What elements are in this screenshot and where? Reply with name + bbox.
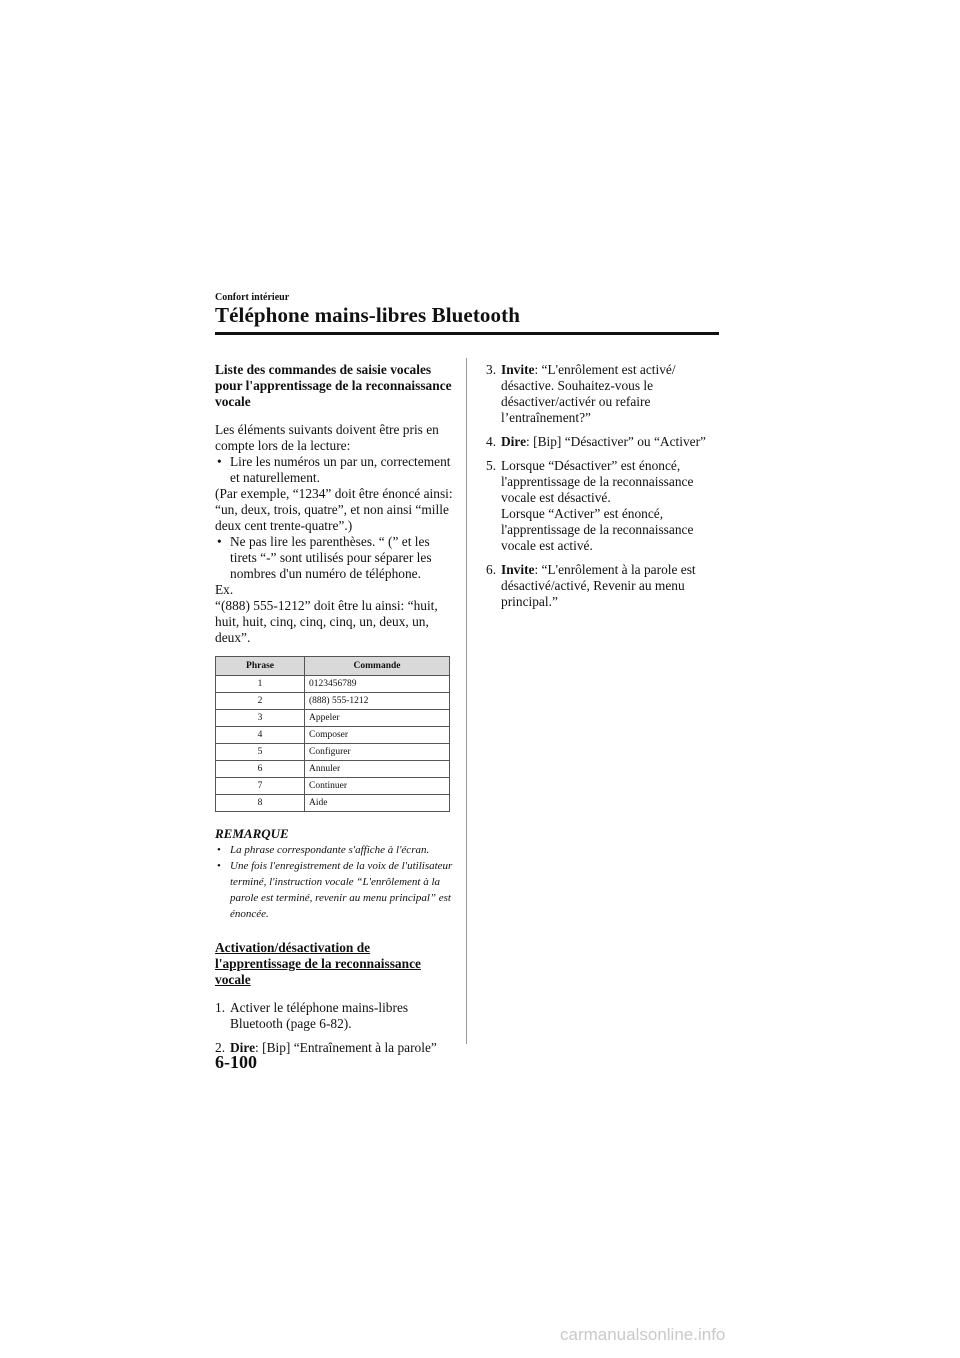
command-table: [215, 656, 450, 812]
voice-commands-heading: Liste des commandes de saisie vocales pour l'apprentissage de la reconnaissance vocale: [215, 362, 452, 409]
example-label: Ex.: [215, 582, 234, 597]
page-title: Téléphone mains-libres Bluetooth: [215, 303, 521, 327]
step-text: : “L'enrôlement est activé/ désactive. Souhaitez-vous le désactiver/activér ou refaire l’entraînement?”: [501, 362, 676, 425]
step-1: [215, 1000, 455, 1032]
table-row: [216, 744, 450, 761]
example-text-2: “(888) 555-1212” doit être lu ainsi: “huit, huit, huit, cinq, cinq, cinq, un, deux, un, deux”.: [215, 598, 438, 645]
table-row: [216, 727, 450, 744]
note-item: • La phrase correspondante s'affiche à l'écran.: [215, 842, 455, 858]
section-label: Confort intérieur: [215, 292, 290, 303]
note-item: • Une fois l'enregistrement de la voix de l'utilisateur terminé, l'instruction vocale “L'enrôlement à la parole est terminé, revenir au menu principal” est énoncée.: [215, 858, 455, 922]
table-row: [216, 710, 450, 727]
column-divider: [466, 358, 467, 1044]
step-text: Lorsque “Activer” est énoncé, l'apprentissage de la reconnaissance vocale est activé.: [501, 506, 694, 553]
note-title: REMARQUE: [215, 826, 289, 841]
table-header-row: [216, 657, 450, 676]
step-label: Dire: [501, 434, 527, 449]
left-column: [215, 362, 455, 1064]
step-number: 3.: [486, 362, 497, 377]
table-cell-phrase: 4: [216, 727, 305, 744]
table-row: [216, 761, 450, 778]
step-label: Invite: [501, 362, 535, 377]
intro-text: Les éléments suivants doivent être pris en compte lors de la lecture:: [215, 422, 439, 453]
step-text: : [Bip] “Entraînement à la parole”: [255, 1040, 437, 1055]
table-cell-phrase: 7: [216, 778, 305, 795]
step-number: 4.: [486, 434, 497, 449]
table-cell-phrase: 6: [216, 761, 305, 778]
bullet-parentheses: • Ne pas lire les parenthèses. “ (” et les tirets “-” sont utilisés pour séparer les nombres d'un numéro de téléphone.: [215, 534, 455, 582]
step-label: Dire: [230, 1040, 256, 1055]
right-column: [486, 362, 716, 618]
watermark: carmanualsonline.info: [560, 1325, 726, 1344]
step-text: Activer le téléphone mains-libres Bluetooth (page 6-82).: [230, 1000, 409, 1031]
table-cell-phrase: 3: [216, 710, 305, 727]
table-cell-command: Configurer: [305, 744, 450, 761]
step-number: 5.: [486, 458, 497, 473]
table-cell-command: Continuer: [305, 778, 450, 795]
table-cell-command: 0123456789: [305, 676, 450, 693]
table-row: [216, 778, 450, 795]
table-header-command: Commande: [305, 657, 450, 676]
bullet-read-numbers: • Lire les numéros un par un, correctement et naturellement.: [215, 454, 455, 486]
activation-subheading: Activation/désactivation de l'apprentissage de la reconnaissance vocale: [215, 940, 421, 987]
title-rule: [215, 332, 719, 335]
step-6: [486, 562, 716, 610]
table-cell-command: Aide: [305, 795, 450, 812]
step-text: Lorsque “Désactiver” est énoncé, l'apprentissage de la reconnaissance vocale est désactivé.: [501, 458, 694, 505]
table-row: [216, 676, 450, 693]
table-header-phrase: Phrase: [216, 657, 305, 676]
table-cell-command: (888) 555-1212: [305, 693, 450, 710]
step-number: 2.: [215, 1040, 226, 1055]
step-label: Invite: [501, 562, 535, 577]
table-cell-command: Composer: [305, 727, 450, 744]
table-cell-phrase: 5: [216, 744, 305, 761]
table-row: [216, 693, 450, 710]
step-text: : “L'enrôlement à la parole est désactivé/activé, Revenir au menu principal.”: [501, 562, 696, 609]
step-text: : [Bip] “Désactiver” ou “Activer”: [526, 434, 706, 449]
table-cell-command: Annuler: [305, 761, 450, 778]
example-text-1: (Par exemple, “1234” doit être énoncé ainsi: “un, deux, trois, quatre”, et non ainsi “mille deux cent trente-quatre”.): [215, 486, 453, 533]
table-cell-command: Appeler: [305, 710, 450, 727]
step-4: [486, 434, 716, 450]
step-number: 6.: [486, 562, 497, 577]
step-3: [486, 362, 716, 426]
table-cell-phrase: 1: [216, 676, 305, 693]
table-row: [216, 795, 450, 812]
step-number: 1.: [215, 1000, 226, 1015]
table-cell-phrase: 8: [216, 795, 305, 812]
table-cell-phrase: 2: [216, 693, 305, 710]
step-5: [486, 458, 716, 554]
page-number: 6-100: [215, 1052, 257, 1072]
